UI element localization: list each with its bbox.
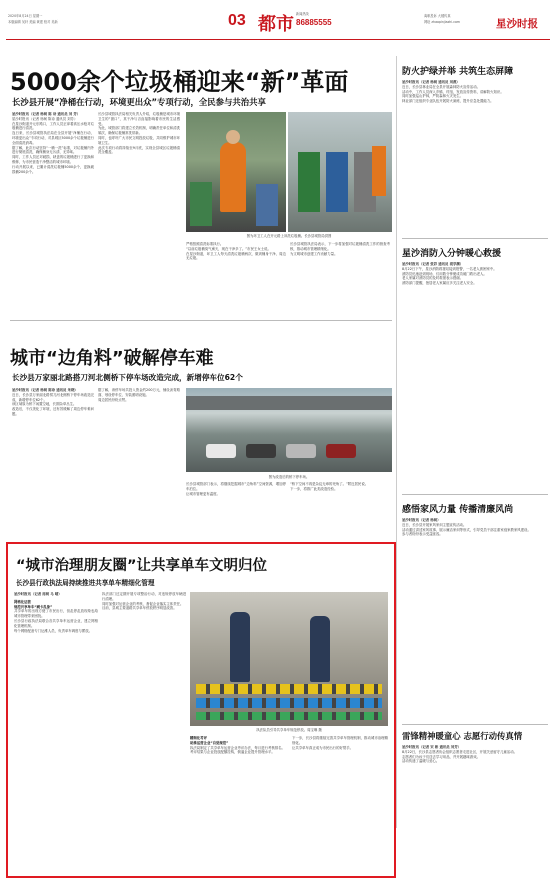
worker-figure [220,142,246,212]
bin-left [190,182,212,226]
sidebar2-p4: 消防部门提醒，独居老人家属应多关注老人安全。 [402,281,477,286]
sidebar2-divider [402,494,548,495]
lead-col4-p2: 为文明城市创建工作贡献力量。 [290,251,338,256]
bridge-deck [186,396,392,410]
lead-divider [10,320,392,321]
sidebar1-byline: 星沙时报讯（记者 杨柯 通讯员 刘燕） [402,80,460,84]
highlight-col2-p2: 同时加强对运营企业的考核，督促企业落实主体责任。 [102,601,184,606]
sidebar4-p3: 活动传递了温暖与爱心。 [402,759,440,764]
header-right-info-2: 网址 zhaopinjiazhi.com [424,20,461,24]
hotline-label: 新闻热线 [296,12,309,16]
sidebar3-p3: 参与者纷纷表示受益匪浅。 [402,532,443,537]
lead-col2-p3: 同时，也呼吁广大市民文明投放垃圾，共同维护城市环境卫生。 [98,135,180,145]
feature-byline: 星沙时报讯（记者 杨柯 陈诗 通讯员 朱晓） [12,388,78,392]
header-date: 2020年8月24日 星期一 [8,14,43,18]
sidebar2-body [402,262,548,490]
lead-col2-p4: 此次专项行动将持续至9月底，实现全县城区垃圾桶清洗全覆盖。 [98,145,180,155]
sidebar4-p2: 志愿者们为孩子们送去学习用品，并开展趣味游戏。 [402,754,480,759]
sidebar3-p2: 活动通过讲述家风故事、展示廉洁家训等形式，引导党员干部注重家庭家教家风建设。 [402,527,531,532]
highlight-box [6,542,396,878]
feature-col2-p2: 周边居民纷纷点赞。 [98,397,129,402]
highlight-col1-p1: 共享单车的出现方便了市民出行，但乱停乱放现象也给城市管理带来困扰。 [14,609,98,619]
highlight-col2-p3: 目前，县城主要道路共享单车停放秩序明显改善。 [102,606,177,611]
highlight-col4-p1: 下一步，长沙县将继续完善共享单车管理机制，推动城市治理精细化。 [292,736,388,745]
sidebar2-p2: 消防员迅速赶到现场，仅用数分钟便成功破门救出老人。 [402,271,487,276]
highlight-col1 [14,592,98,872]
lead-col3 [186,242,286,314]
header-right-info-1: 离职投诉 大楼传真 [424,14,451,18]
lead-col3-p3: 在星沙街道，环卫工人每天清洗垃圾桶两次，做到桶身干净、周边无垃圾。 [186,251,286,261]
header-editor: 本版编辑 吴轩 美编 黄建 校对 吴新 [8,20,58,24]
feature-col3 [186,482,286,538]
car-1 [206,444,236,458]
highlight-subhead: 长沙县行政执法局持续推进共享单车精细化管理 [16,579,155,587]
highlight-col3-p2: 考评结果与企业投放配额挂钩，倒逼企业提升管理水平。 [190,750,275,755]
feature-col4-p2: 下一步，将推广此类改造经验。 [290,486,338,491]
bike-row-blue [196,698,382,708]
lead-subhead: 长沙县开展“净桶在行动，环境更出众”专项行动，全民参与共治共享 [12,97,266,107]
section-name: 都市 [258,14,294,35]
sidebar4-p1: 8月22日，长沙县志愿者协会组织志愿者走进社区，开展关爱留守儿童活动。 [402,749,517,754]
sidebar3-p1: 近日，长沙县开展家风家训主题宣传活动。 [402,522,467,527]
feature-col1-p3: 改造后，不仅美化了环境，还有效缓解了周边停车难问题。 [12,407,94,416]
lead-photo-caption: 图为环卫工人在开元路上冲洗垃圾桶。长沙县城管局供图 [246,234,332,238]
lead-col3-p1: 严格按照清洗标准执行。 [186,242,224,246]
highlight-photo-bikes [190,592,388,726]
feature-headline: 城市“边角料”破解停车难 [10,348,214,369]
paper-logo [496,12,548,32]
feature-col3-p1: 长沙县城管部门表示，将继续挖掘城市“边角料”空间资源，增加停车泊位。 [186,482,286,491]
worker-2 [372,146,386,196]
worker-head [226,130,240,144]
lead-col1-p3: 连日来，长沙县城管执法局在全县开展“净桶在行动，环境更出众”专项行动，对县城区5000余个垃圾桶进行全面清洗消毒。 [12,131,94,145]
sidebar1-p1: 近日，长沙县林业局在全县开展森林防火宣传活动。 [402,84,480,89]
car-3 [286,444,316,458]
sidebar2-headline: 星沙消防入分钟暖心救援 [402,249,502,259]
lead-col1-p5: 同时，工作人员还对破损、缺盖的垃圾桶进行了更换和维修，为市民营造干净整洁的城市环境。 [12,155,94,164]
feature-col4 [290,482,390,538]
highlight-col3-p1: 执法局制定了共享单车运营企业考评办法，每月进行考核排名。 [190,745,285,750]
highlight-col1-p2: 长沙县行政执法局联合各共享单车运营企业，建立网格化管理机制。 [14,618,98,628]
section-number: 03 [228,12,246,29]
lead-col2 [98,112,180,312]
officer-1 [230,612,250,682]
feature-subhead: 长沙县万家丽北路搭刀河北侧桥下停车场改造完成，新增停车位62个 [12,373,243,382]
sidebar4-body [402,745,548,873]
sidebar3-byline: 星沙时报讯（记者 杨柯） [402,518,441,522]
officer-2 [310,616,330,682]
highlight-col2 [102,592,186,872]
sidebar3-headline: 感悟家风力量 传播清廉风尚 [402,505,514,515]
bin-right [256,184,278,226]
feature-photo-caption: 图为改造后的桥下停车场。 [268,475,310,479]
highlight-col1-sub: 规范共享单车“刷卡乱象” [14,604,53,609]
lead-photo-bins [288,112,392,232]
lead-col1 [12,112,94,312]
sidebar2-p3: 老人家属对消防员的及时救援表示感谢。 [402,276,464,281]
feature-col1-p2: 该区域原为桥下闲置空地，长期杂草丛生。 [12,402,77,407]
highlight-col3 [190,736,286,872]
bin-blue [326,152,348,212]
hotline-number: 86885555 [296,18,332,27]
sidebar1-p4: 林业部门还组织专业队伍开展防火演练，提升应急处置能力。 [402,99,494,104]
highlight-byline: 星沙时报讯（记者 周柯 马 晴） [14,592,62,596]
lead-col1-p2: 在星沙街道开元东路口，工作人员正拿着高压水枪对垃圾桶进行清洗。 [12,121,94,131]
highlight-col4 [292,736,388,872]
feature-col4-p1: “桥下空间不再是杂乱无章的死角了。”附近居民说。 [290,482,369,486]
car-4 [326,444,356,458]
lead-byline: 星沙时报讯（记者 杨柯 陈 诗 通讯员 刘 芳） [12,112,81,116]
lead-col1-p6: 行动开展以来，已累计清洗垃圾桶5000余个，更换破损桶200余个。 [12,164,94,174]
lead-col2-p2: 为此，城管部门将建立长效机制，明确责任单位和清洗频次，确保垃圾桶常洗常新。 [98,126,180,136]
feature-col2-p1: 据了解，该停车场共投入资金约200万元，铺设沥青路面、划设停车位、安装照明设施。 [98,388,180,397]
lead-headline: 5000余个垃圾桶迎来“新”革面 [10,68,349,96]
lead-col3-p2: “以前垃圾桶臭气熏天，现在干净多了。”市民王女士说。 [186,246,271,251]
sidebar1-p3: 同时加强巡山护林，严防森林火灾发生。 [402,94,464,99]
feature-col3-p2: 让城市管理更有温度。 [186,491,220,496]
highlight-col2-p1: 执法部门还定期开展专项整治行动，对违规停放车辆进行清理。 [102,592,186,601]
highlight-col3-sub: 助推运营企业“自觉规范” [190,740,229,745]
sidebar4-byline: 星沙时报讯（记者 宋 彬 通讯员 刘芳） [402,745,461,749]
highlight-photo-caption: 执法队员引导共享单车规范停放。周宝琳 摄 [256,728,322,732]
feature-photo-parking [186,388,392,472]
feature-col2 [98,388,180,536]
main-column-divider [396,56,397,828]
paper-logo-text: 星沙时报 [496,18,538,30]
lead-col4 [290,242,390,314]
header [6,6,550,40]
bike-row-yellow [196,684,382,694]
sidebar1-body [402,80,548,230]
lead-photo-worker [186,112,286,232]
bin-green [298,152,320,212]
highlight-col1-p3: 每个网格配备专门运维人员，负责单车调度与摆放。 [14,628,92,633]
lead-col4-p1: 长沙县城管执法局表示，下一步将加强对垃圾桶清洗工作的督查考核，推动城市管理精细化。 [290,242,390,251]
sidebar3-body [402,518,548,718]
car-2 [246,444,276,458]
sidebar3-divider [402,724,548,725]
feature-col1 [12,388,94,536]
lead-col1-p4: 据了解，此次行动坚持“一桶一洗”标准，对垃圾桶内外进行彻底清洗，确保桶身无污渍、无异味。 [12,145,94,155]
highlight-headline: “城市治理朋友圈”让共享单车文明归位 [16,558,268,574]
feature-col1-p1: 近日，长沙县万家丽北路捞刀河北侧桥下停车场改造完成，新增停车位62个。 [12,392,94,402]
sidebar1-p2: 活动中，工作人员深入乡镇、村组，发放宣传资料，讲解防火知识。 [402,89,504,94]
sidebar2-p1: 8月22日下午，星沙消防救援站接到报警，一名老人被困家中。 [402,266,497,271]
bike-row-green [196,712,382,720]
highlight-col1-head: 网格化运营 [14,599,31,604]
sidebar4-headline: 雷锋精神暖童心 志愿行动传真情 [402,731,523,741]
sidebar1-headline: 防火护绿并举 共筑生态屏障 [402,67,514,77]
highlight-col4-p2: 让共享单车真正成为市民出行的好帮手。 [292,745,354,750]
sidebar2-byline: 星沙时报讯（记者 张彩 通讯员 胡学渊） [402,262,464,266]
sidebar1-divider [402,238,548,239]
lead-col1-p1: 星沙时报讯（记者 杨柯 陈诗 通讯员 刘芳） [12,116,78,121]
highlight-col3-head: 精细化考评 [190,736,207,740]
lead-col2-p1: 长沙县城管执法局相关负责人介绍，垃圾桶是城市环境卫生的“窗口”，其干净与否直接影响着市民的生活感受。 [98,112,180,126]
